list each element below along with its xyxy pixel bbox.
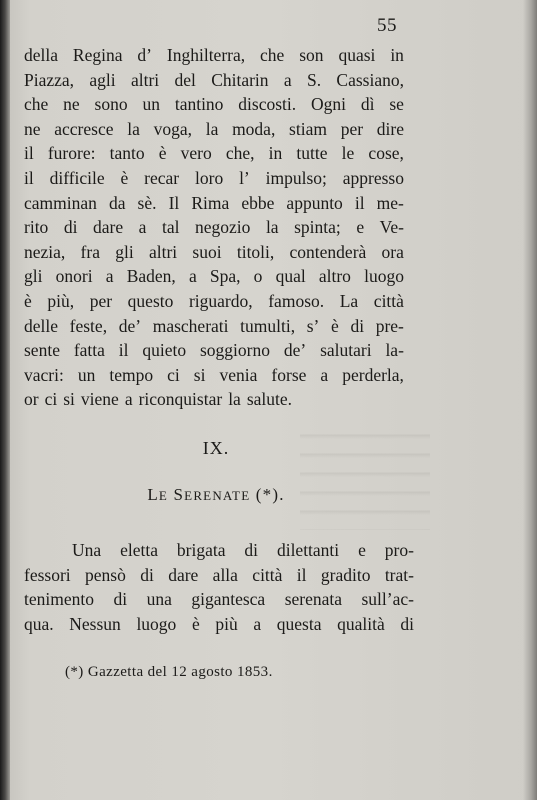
word: spinta; <box>294 217 341 238</box>
chapter-title-footnote-mark: (*). <box>255 485 285 504</box>
word: a <box>283 69 292 90</box>
word: salute. <box>246 389 293 410</box>
word: o <box>253 266 263 287</box>
word: città <box>373 290 404 311</box>
word: vacri: <box>24 364 64 385</box>
word: città <box>252 564 283 585</box>
chapter-number: IX. <box>202 438 230 458</box>
word: ora <box>381 241 404 262</box>
word: appresso <box>342 167 404 188</box>
word: Cassiano, <box>336 69 404 90</box>
word: Chitarin <box>211 69 269 90</box>
word: ci <box>167 364 180 385</box>
word: camminan <box>24 192 97 213</box>
word: impulso; <box>265 167 327 188</box>
word: il <box>24 167 34 188</box>
word: Nessun <box>69 613 121 634</box>
chapter-title-initial-2: S <box>173 485 185 504</box>
text-line <box>24 338 404 363</box>
word: qua. <box>24 613 54 634</box>
word: a <box>253 613 262 634</box>
text-line <box>24 141 404 166</box>
text-line <box>24 191 404 216</box>
text-line <box>24 166 404 191</box>
word: di <box>400 613 414 634</box>
word: più <box>215 613 238 634</box>
word: suoi <box>192 241 222 262</box>
word: questo <box>127 290 174 311</box>
word: accresce <box>54 118 114 139</box>
word: se <box>389 94 404 115</box>
word: da <box>108 192 126 213</box>
word: me- <box>376 192 404 213</box>
word: il <box>118 340 129 361</box>
word: Spa, <box>209 266 241 287</box>
word: contenderà <box>289 241 367 262</box>
word: ebbe <box>241 192 275 213</box>
page-number: 55 <box>377 15 397 36</box>
word: di <box>244 540 259 560</box>
word: Inghilterra, <box>166 45 246 65</box>
word: tal <box>161 217 180 238</box>
word: trat- <box>384 564 414 585</box>
word: tempo <box>109 364 154 385</box>
word: pensò <box>85 564 126 585</box>
text-line <box>24 314 404 339</box>
word: tenimento <box>24 589 94 610</box>
paragraph-2 <box>24 538 414 636</box>
text-line <box>24 289 404 314</box>
word: a <box>188 266 197 287</box>
word: e <box>358 540 366 560</box>
word: appunto <box>286 192 343 213</box>
word: sente <box>24 340 60 361</box>
word: a <box>124 389 133 410</box>
word: forse <box>271 364 307 385</box>
word: quieto <box>142 340 187 361</box>
word: Ogni <box>311 94 347 115</box>
word: tumulti, <box>240 315 296 336</box>
word: perderla, <box>342 364 404 385</box>
word: più, <box>47 290 75 311</box>
word: nezia, <box>24 241 66 262</box>
chapter-title-initial-1: L <box>147 485 159 504</box>
word: di <box>140 564 154 585</box>
word: pre- <box>375 315 404 336</box>
word: famoso. <box>268 290 325 311</box>
word: rito <box>24 217 49 238</box>
word: Baden, <box>126 266 176 287</box>
word: tantino <box>174 94 224 115</box>
word: ne <box>24 118 41 139</box>
text-line <box>24 43 404 68</box>
word: della <box>24 45 59 65</box>
word: è <box>331 315 339 336</box>
word: or <box>24 389 39 410</box>
text-line <box>24 68 404 93</box>
word: Rima <box>191 192 230 213</box>
word: de’ <box>283 340 307 361</box>
word: ne <box>63 94 80 115</box>
text-line <box>24 264 404 289</box>
word: pro- <box>384 540 414 560</box>
text-line <box>24 538 414 563</box>
word: di <box>63 217 78 238</box>
word: è <box>191 613 200 634</box>
text-line <box>24 587 414 612</box>
word: altro <box>318 266 351 287</box>
word: dare <box>93 217 124 238</box>
word: alla <box>212 564 238 585</box>
word: luogo <box>364 266 404 287</box>
word: luogo <box>136 613 177 634</box>
word: voga, <box>153 118 192 139</box>
word: serenata <box>284 589 343 610</box>
paragraph-1 <box>24 43 404 412</box>
word: dilettanti <box>276 540 340 560</box>
word: ci <box>44 389 58 410</box>
word: brigata <box>176 540 226 560</box>
footnote: (*) Gazzetta del 12 agosto 1853. <box>65 664 273 680</box>
word: mascherati <box>152 315 229 336</box>
text-line <box>24 612 414 637</box>
word: agli <box>89 69 116 90</box>
word: si <box>193 364 206 385</box>
text-line <box>24 117 404 142</box>
word: Una <box>72 540 102 560</box>
chapter-title <box>0 485 432 505</box>
text-line <box>24 363 404 388</box>
word: Il <box>168 192 180 213</box>
word: dare <box>168 564 199 585</box>
word: eletta <box>120 540 158 560</box>
word: Regina <box>72 45 123 65</box>
chapter-title-rest-2: ERENATE <box>184 488 251 503</box>
text-line <box>24 240 404 265</box>
word: qual <box>275 266 306 287</box>
word: l’ <box>239 167 250 188</box>
word: qualità <box>337 613 385 634</box>
text-line <box>24 92 404 117</box>
word: vero <box>180 143 212 164</box>
word: sè. <box>137 192 157 213</box>
word: il <box>296 564 307 585</box>
word: la <box>205 118 219 139</box>
word: furore: <box>47 143 96 164</box>
word: gli <box>24 266 43 287</box>
word: son <box>299 45 324 65</box>
word: del <box>174 69 196 90</box>
word: negozio <box>195 217 251 238</box>
word: S. <box>306 69 322 90</box>
word: la <box>265 217 279 238</box>
word: dì <box>360 94 375 115</box>
word: titoli, <box>236 241 275 262</box>
chapter-title-rest-1: E <box>158 488 169 503</box>
word: Ve- <box>379 217 404 238</box>
word: difficile <box>49 167 105 188</box>
word: per <box>340 118 364 139</box>
word: si <box>63 389 75 410</box>
word: quasi <box>338 45 376 65</box>
word: d’ <box>137 45 152 65</box>
word: che <box>24 94 49 115</box>
word: loro <box>195 167 224 188</box>
word: di <box>350 315 365 336</box>
word: venia <box>219 364 258 385</box>
word: soggiorno <box>199 340 270 361</box>
word: onori <box>55 266 93 287</box>
word: La <box>339 290 359 311</box>
word: gradito <box>320 564 371 585</box>
word: il <box>354 192 365 213</box>
text-line <box>24 215 404 240</box>
word: in <box>390 45 404 65</box>
word: fessori <box>24 564 71 585</box>
page-gutter-shadow <box>0 0 10 800</box>
word: che <box>260 45 285 65</box>
word: gli <box>115 241 134 262</box>
word: cose, <box>368 143 404 164</box>
word: a <box>138 217 147 238</box>
word: il <box>24 143 34 164</box>
text-line <box>24 387 404 412</box>
word: un <box>77 364 96 385</box>
word: fra <box>80 241 100 262</box>
word: che, <box>225 143 255 164</box>
word: viene <box>80 389 119 410</box>
word: fatta <box>73 340 105 361</box>
word: per <box>89 290 113 311</box>
word: a <box>320 364 329 385</box>
word: moda, <box>232 118 276 139</box>
word: dire <box>376 118 404 139</box>
page-edge-shadow <box>523 0 537 800</box>
word: sull’ac- <box>361 589 414 610</box>
word: sono <box>94 94 128 115</box>
bleed-through-texture <box>300 420 430 530</box>
word: di <box>113 589 128 610</box>
word: tutte <box>296 143 328 164</box>
word: in <box>268 143 283 164</box>
word: è <box>120 167 129 188</box>
word: feste, <box>69 315 108 336</box>
word: gigantesca <box>191 589 266 610</box>
word: s’ <box>306 315 320 336</box>
word: altri <box>130 69 160 90</box>
word: la- <box>385 340 404 361</box>
word: Piazza, <box>24 69 75 90</box>
word: tanto <box>109 143 145 164</box>
word: le <box>341 143 355 164</box>
word: questa <box>276 613 322 634</box>
word: stiam <box>289 118 327 139</box>
word: discosti. <box>238 94 297 115</box>
word: riconquistar <box>138 389 223 410</box>
word: è <box>24 290 32 311</box>
word: altri <box>148 241 178 262</box>
word: salutari <box>320 340 372 361</box>
word: una <box>146 589 172 610</box>
word: un <box>142 94 160 115</box>
word: delle <box>24 315 59 336</box>
text-line <box>24 563 414 588</box>
word: de’ <box>118 315 142 336</box>
word: la <box>228 389 241 410</box>
word: a <box>105 266 114 287</box>
word: la <box>127 118 140 139</box>
word: è <box>158 143 167 164</box>
word: riguardo, <box>188 290 253 311</box>
word: e <box>356 217 365 238</box>
word: recar <box>144 167 180 188</box>
